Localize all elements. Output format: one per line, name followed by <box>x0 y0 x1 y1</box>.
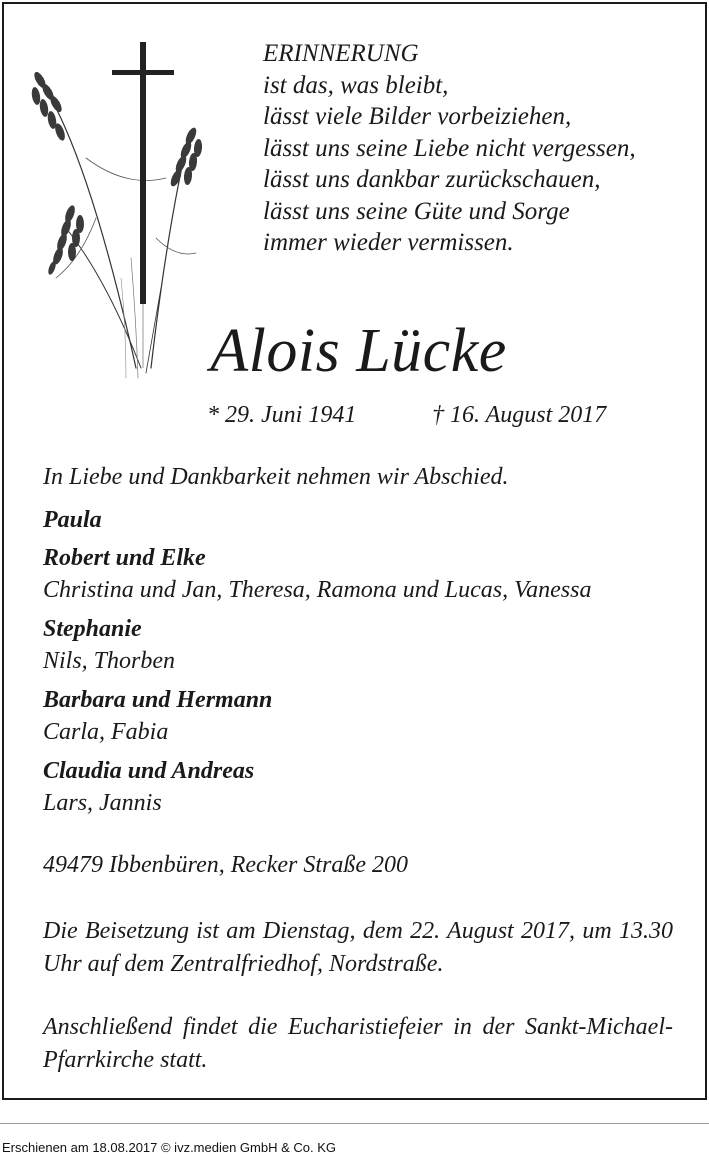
family-member-children: Lars, Jannis <box>43 790 162 816</box>
family-member-children: Carla, Fabia <box>43 719 169 745</box>
family-member-names: Claudia und Andreas <box>43 758 255 784</box>
obituary-frame <box>2 2 707 1100</box>
poem-line: ERINNERUNG <box>263 40 419 67</box>
poem-line: immer wieder vermissen. <box>263 229 514 256</box>
mass-notice: Anschließend findet die Eucharistiefeier in der Sankt-Michael-Pfarrkirche statt. <box>43 1014 673 1073</box>
family-member-names: Barbara und Hermann <box>43 687 273 713</box>
family-member-children: Nils, Thorben <box>43 648 176 674</box>
poem-line: lässt viele Bilder vorbeiziehen, <box>263 103 572 130</box>
poem-line: lässt uns seine Güte und Sorge <box>263 197 570 225</box>
mourning-address: 49479 Ibbenbüren, Recker Straße 200 <box>43 852 409 878</box>
deceased-name: Alois Lücke <box>210 317 507 385</box>
family-member-names: Robert und Elke <box>43 545 206 571</box>
poem-line: lässt uns seine Liebe nicht vergessen, <box>263 134 636 162</box>
funeral-notice: Die Beisetzung ist am Dienstag, dem 22. August 2017, um 13.30 Uhr auf dem Zentralfriedhof, Nordstraße. <box>43 918 673 977</box>
birth-date: * 29. Juni 1941 <box>207 402 357 428</box>
footer-divider <box>0 1123 709 1124</box>
family-member-names: Stephanie <box>43 616 142 642</box>
family-member-children: Christina und Jan, Theresa, Ramona und Lucas, Vanessa <box>43 577 592 603</box>
poem-line: ist das, was bleibt, <box>263 71 449 99</box>
family-member-names: Paula <box>43 507 102 533</box>
publication-footer: Erschienen am 18.08.2017 © ivz.medien GmbH & Co. KG <box>2 1140 337 1155</box>
poem-line: lässt uns dankbar zurückschauen, <box>263 166 601 193</box>
death-date: † 16. August 2017 <box>432 402 607 428</box>
memorial-poem <box>263 38 636 259</box>
farewell-line: In Liebe und Dankbarkeit nehmen wir Abschied. <box>43 464 509 490</box>
